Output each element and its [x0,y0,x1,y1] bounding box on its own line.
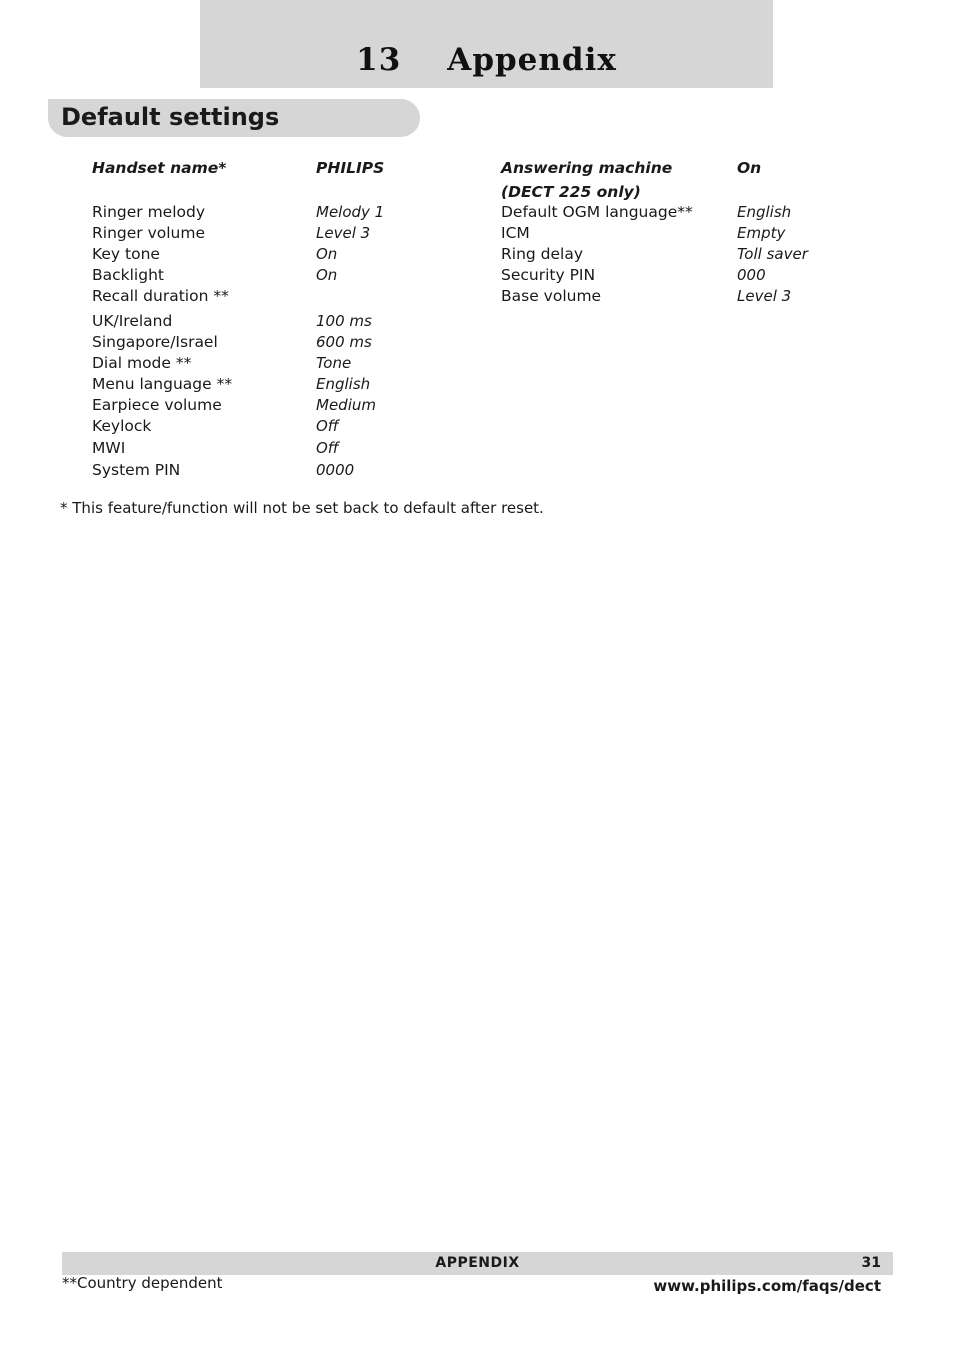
setting-label: MWI [92,439,126,457]
setting-label: Singapore/Israel [92,333,218,351]
setting-label: Recall duration ** [92,287,229,305]
support-url: www.philips.com/faqs/dect [653,1277,881,1295]
page-number: 31 [861,1255,881,1271]
setting-label: Ring delay [501,245,584,263]
setting-value: Medium [316,396,376,414]
answering-machine-heading: Answering machine [501,159,673,177]
setting-value-handset-name: PHILIPS [316,159,385,177]
chapter-title [200,42,773,78]
setting-value: Off [316,439,339,457]
setting-value: Melody 1 [316,203,385,221]
footer-band [62,1252,893,1275]
answering-machine-value: On [737,159,762,177]
section-title: Default settings [61,103,280,131]
setting-label: Ringer volume [92,224,205,242]
setting-label: Backlight [92,266,164,284]
setting-label: Earpiece volume [92,396,222,414]
section-header [48,99,420,137]
reset-footnote: * This feature/function will not be set back to default after reset. [60,499,544,517]
setting-value: Toll saver [737,245,808,263]
setting-label: Keylock [92,417,152,435]
setting-value: On [316,245,338,263]
footer-section-label: APPENDIX [435,1255,520,1271]
setting-label: Dial mode ** [92,354,192,372]
setting-value: On [316,266,338,284]
setting-value: English [316,375,371,393]
setting-value: Tone [316,354,352,372]
setting-label: UK/Ireland [92,312,173,330]
setting-label: Key tone [92,245,160,263]
setting-value: 000 [737,266,766,284]
setting-value: 0000 [316,461,355,479]
setting-value: 600 ms [316,333,372,351]
answering-machine-model-note: (DECT 225 only) [501,183,641,201]
country-dependent-note: **Country dependent [62,1274,223,1292]
setting-label: System PIN [92,461,181,479]
setting-value: Empty [737,224,786,242]
setting-value: Level 3 [316,224,371,242]
setting-label: Security PIN [501,266,596,284]
setting-value: 100 ms [316,312,372,330]
setting-value: Off [316,417,339,435]
setting-label: Ringer melody [92,203,206,221]
setting-label: ICM [501,224,530,242]
setting-label: Menu language ** [92,375,233,393]
setting-value: English [737,203,792,221]
setting-label: Base volume [501,287,602,305]
setting-label-handset-name: Handset name* [92,159,227,177]
setting-value: Level 3 [737,287,792,305]
chapter-header-band [200,0,773,88]
setting-label: Default OGM language** [501,203,693,221]
chapter-name: Appendix [447,42,617,78]
chapter-number: 13 [356,42,402,78]
